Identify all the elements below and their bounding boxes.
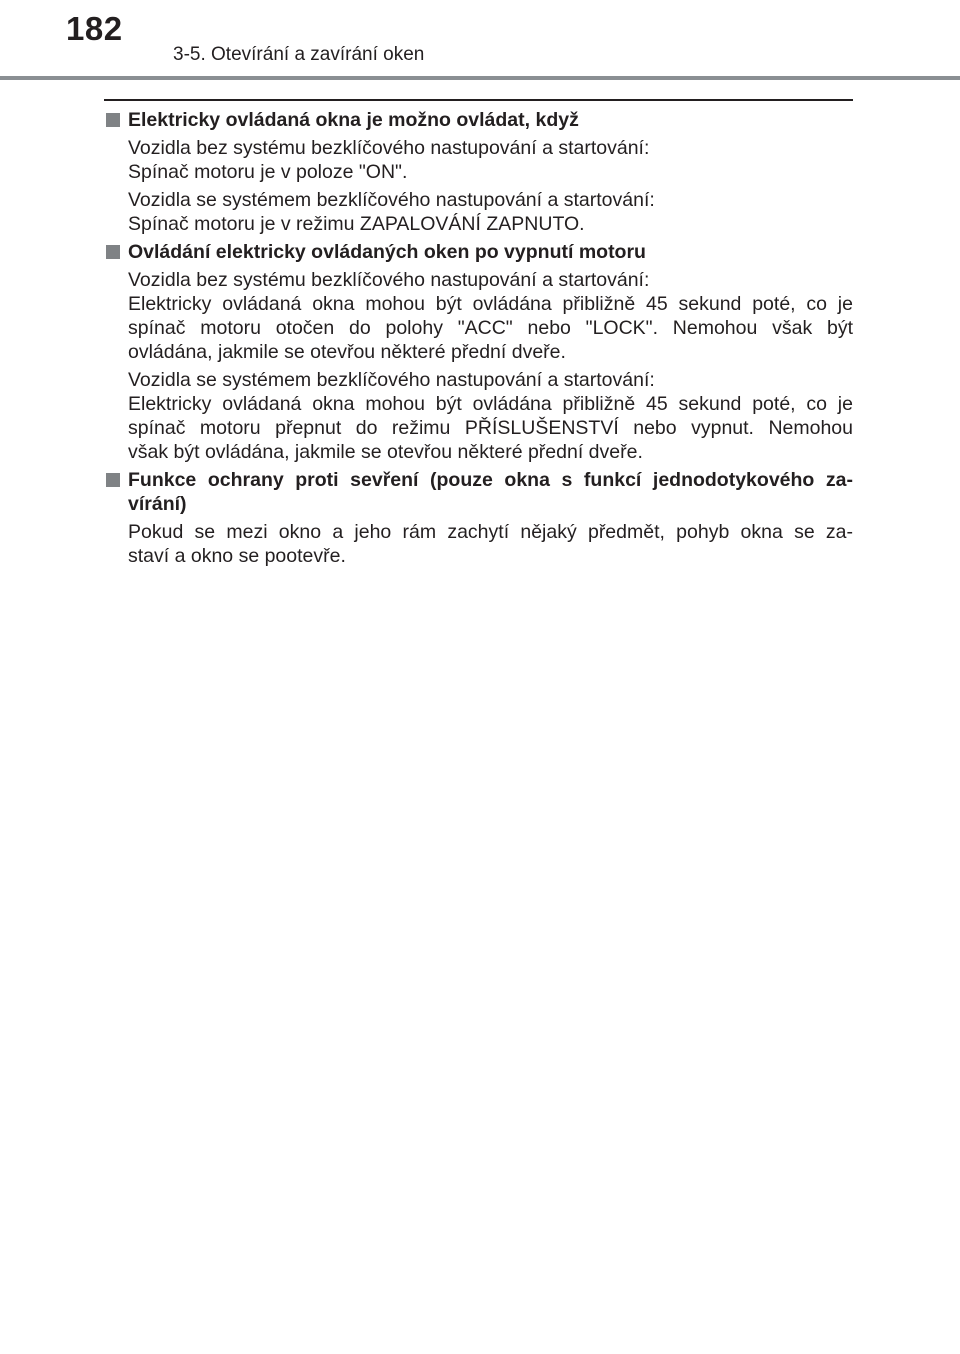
- section-jam-protection: [104, 468, 853, 568]
- paragraph-line: Vozidla bez systému bezklíčového nastupování a startování:: [128, 269, 650, 291]
- paragraph-line: Vozidla se systémem bezklíčového nastupování a startování:: [128, 189, 655, 211]
- paragraph-line: Spínač motoru je v režimu ZAPALOVÁNÍ ZAPNUTO.: [128, 213, 585, 235]
- section-after-engine-off: [104, 240, 853, 464]
- paragraph: [104, 368, 853, 464]
- content-rule: [104, 99, 853, 101]
- heading-text: Elektricky ovládaná okna je možno ovládat, když: [128, 109, 579, 131]
- section-power-windows-condition: [104, 108, 853, 236]
- paragraph-line: však být ovládána, jakmile se otevřou některé přední dveře.: [128, 441, 643, 463]
- heading-text: Ovládání elektricky ovládaných oken po vypnutí motoru: [128, 241, 646, 263]
- page-number: 182: [66, 10, 123, 47]
- section-title: 3-5. Otevírání a zavírání oken: [173, 44, 425, 65]
- paragraph-line: Vozidla se systémem bezklíčového nastupování a startování:: [128, 369, 655, 391]
- paragraph-line: spínač motoru přepnut do režimu PŘÍSLUŠENSTVÍ nebo vypnut. Nemohou: [128, 417, 853, 439]
- paragraph: [104, 520, 853, 568]
- section-heading: [104, 468, 853, 516]
- header-rule: [0, 76, 960, 80]
- square-bullet-icon: [106, 473, 120, 487]
- paragraph-line: ovládána, jakmile se otevřou některé přední dveře.: [128, 341, 566, 363]
- square-bullet-icon: [106, 113, 120, 127]
- page-content: [104, 108, 853, 572]
- paragraph-line: Pokud se mezi okno a jeho rám zachytí nějaký předmět, pohyb okna se za-: [128, 521, 853, 543]
- paragraph-line: Spínač motoru je v poloze "ON".: [128, 161, 408, 183]
- paragraph: [104, 188, 853, 236]
- square-bullet-icon: [106, 245, 120, 259]
- paragraph-line: Vozidla bez systému bezklíčového nastupování a startování:: [128, 137, 650, 159]
- paragraph-line: spínač motoru otočen do polohy "ACC" nebo "LOCK". Nemohou však být: [128, 317, 853, 339]
- paragraph: [104, 136, 853, 184]
- paragraph-line: Elektricky ovládaná okna mohou být ovládána přibližně 45 sekund poté, co je: [128, 293, 853, 315]
- heading-line: vírání): [128, 493, 187, 515]
- paragraph-line: staví a okno se pootevře.: [128, 545, 346, 567]
- paragraph-line: Elektricky ovládaná okna mohou být ovládána přibližně 45 sekund poté, co je: [128, 393, 853, 415]
- paragraph: [104, 268, 853, 364]
- section-heading: [104, 108, 853, 132]
- section-heading: [104, 240, 853, 264]
- heading-line: Funkce ochrany proti sevření (pouze okna s funkcí jednodotykového za-: [128, 469, 853, 491]
